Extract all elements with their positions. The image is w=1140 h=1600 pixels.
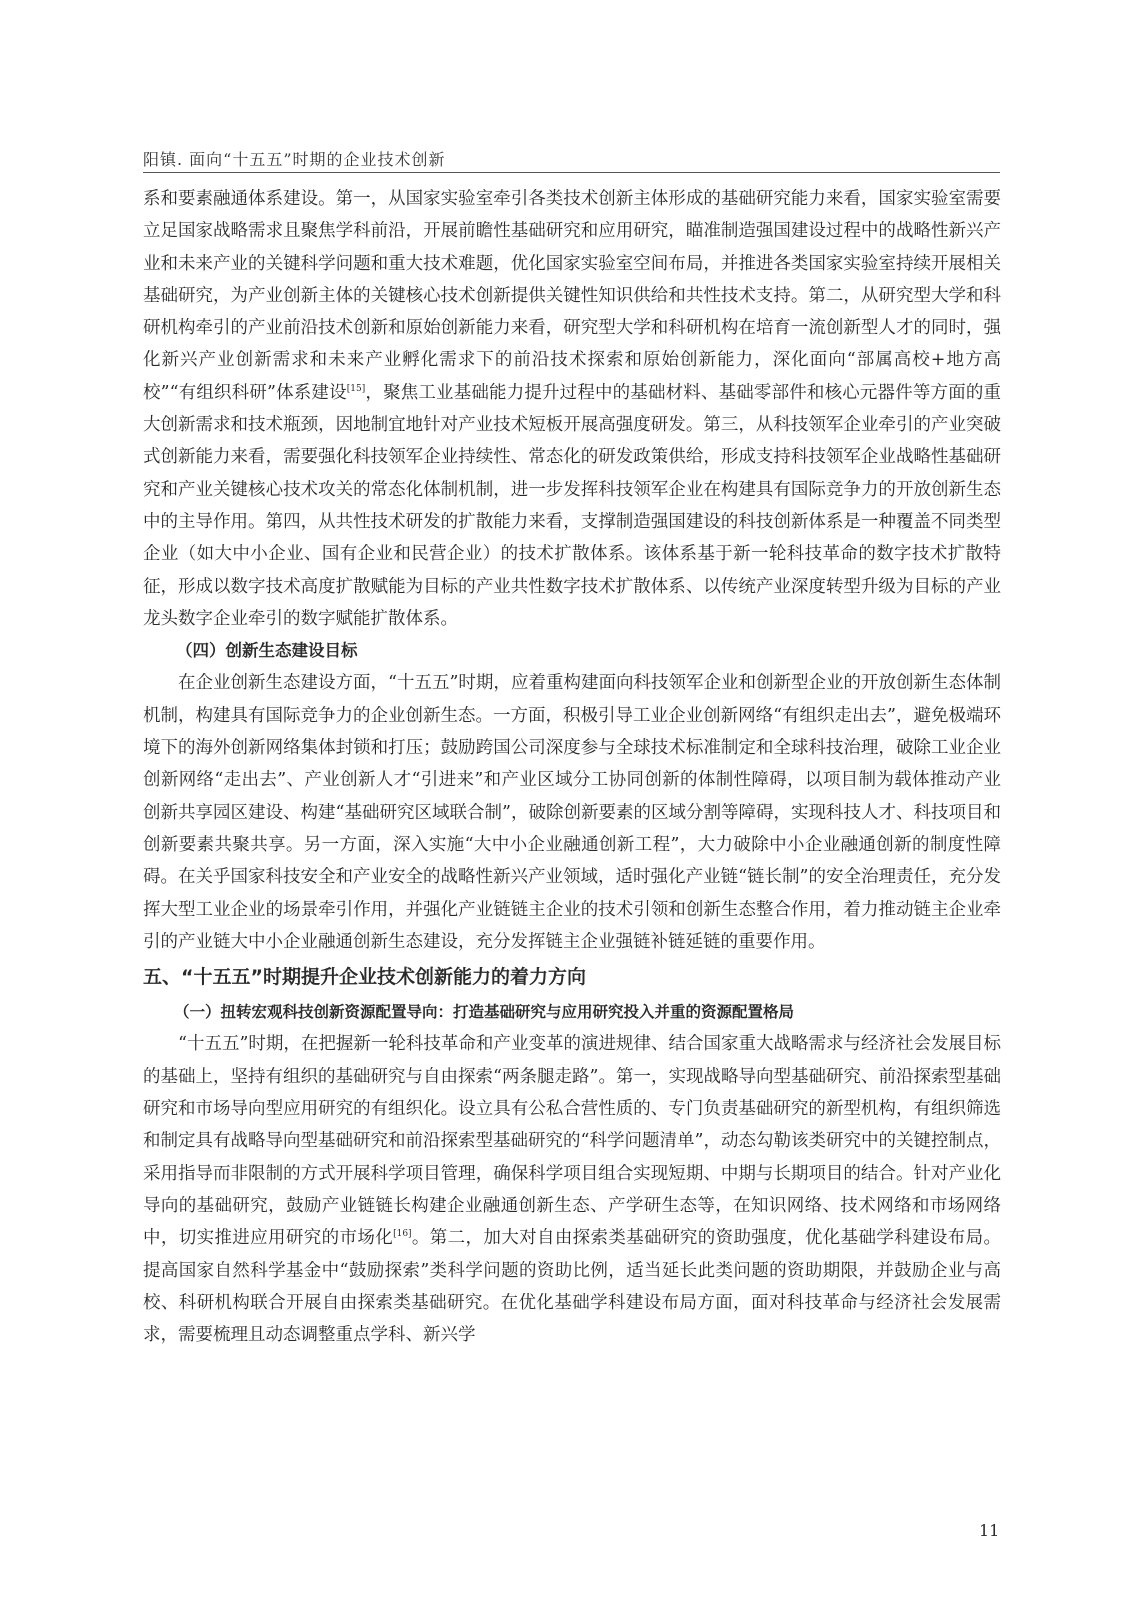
section-heading-5: 五、“十五五”时期提升企业技术创新能力的着力方向 xyxy=(143,966,586,989)
paragraph-continuation xyxy=(143,183,1001,635)
paragraph-resource-allocation xyxy=(143,1028,1001,1351)
subsection-heading-4: （四）创新生态建设目标 xyxy=(176,641,358,661)
paragraph-text: “十五五”时期，在把握新一轮科技革命和产业变革的演进规律、结合国家重大战略需求与经济社会发展目标的基础上，坚持有组织的基础研究与自由探索“两条腿走路”。第一，实现战略导向型基础研究、前沿探索型基础研究和市场导向型应用研究的有组织化。设立具有公私合营性质的、专门负责基础研究的新型机构，有组织筛选和制定具有战略导向型基础研究和前沿探索型基础研究的“科学问题清单”，动态勾勒该类研究中的关键控制点，采用指导而非限制的方式开展科学项目管理，确保科学项目组合实现短期、中期与长期项目的结合。针对产业化导向的基础研究，鼓励产业链链长构建企业融通创新生态、产学研生态等，在知识网络、技术网络和市场网络中，切实推进应用研究的市场化 xyxy=(143,1034,1001,1249)
subsection-heading-5-1: （一）扭转宏观科技创新资源配置导向：打造基础研究与应用研究投入并重的资源配置格局 xyxy=(174,1003,795,1022)
paragraph-text: 系和要素融通体系建设。第一，从国家实验室牵引各类技术创新主体形成的基础研究能力来看，国家实验室需要立足国家战略需求且聚焦学科前沿，开展前瞻性基础研究和应用研究，瞄准制造强国建设过程中的战略性新兴产业和未来产业的关键科学问题和重大技术难题，优化国家实验室空间布局，并推进各类国家实验室持续开展相关基础研究，为产业创新主体的关键核心技术创新提供关键性知识供给和共性技术支持。第二，从研究型大学和科研机构牵引的产业前沿技术创新和原始创新能力来看，研究型大学和科研机构在培育一流创新型人才的同时，强化新兴产业创新需求和未来产业孵化需求下的前沿技术探索和原始创新能力，深化面向“部属高校+地方高校”“有组织科研”体系建设 xyxy=(143,189,1001,403)
header-rule xyxy=(143,172,1000,173)
body-text xyxy=(143,183,1001,1351)
citation-16: [16] xyxy=(393,1229,412,1240)
running-header: 阳镇. 面向“十五五”时期的企业技术创新 xyxy=(143,150,446,169)
citation-15: [15] xyxy=(346,383,366,394)
paragraph-innovation-ecosystem: 在企业创新生态建设方面，“十五五”时期，应着重构建面向科技领军企业和创新型企业的开放创新生态体制机制，构建具有国际竞争力的企业创新生态。一方面，积极引导工业企业创新网络“有组织走出去”，避免极端环境下的海外创新网络集体封锁和打压；鼓励跨国公司深度参与全球技术标准制定和全球科技治理，破除工业企业创新网络“走出去”、产业创新人才“引进来”和产业区域分工协同创新的体制性障碍，以项目制为载体推动产业创新共享园区建设、构建“基础研究区域联合制”，破除创新要素的区域分割等障碍，实现科技人才、科技项目和创新要素共聚共享。另一方面，深入实施“大中小企业融通创新工程”，大力破除中小企业融通创新的制度性障碍。在关乎国家科技安全和产业安全的战略性新兴产业领域，适时强化产业链“链长制”的安全治理责任，充分发挥大型工业企业的场景牵引作用，并强化产业链链主企业的技术引领和创新生态整合作用，着力推动链主企业牵引的产业链大中小企业融通创新生态建设，充分发挥链主企业强链补链延链的重要作用。 xyxy=(143,673,1001,952)
paragraph-text: 。第二，加大对自由探索类基础研究的资助强度，优化基础学科建设布局。提高国家自然科学基金中“鼓励探索”类科学问题的资助比例，适当延长此类问题的资助期限，并鼓励企业与高校、科研机构联合开展自由探索类基础研究。在优化基础学科建设布局方面，面对科技革命与经济社会发展需求，需要梳理且动态调整重点学科、新兴学 xyxy=(143,1228,1002,1346)
page-number: 11 xyxy=(979,1521,1000,1540)
paragraph-text: ，聚焦工业基础能力提升过程中的基础材料、基础零部件和核心元器件等方面的重大创新需求和技术瓶颈，因地制宜地针对产业技术短板开展高强度研发。第三，从科技领军企业牵引的产业突破式创新能力来看，需要强化科技领军企业持续性、常态化的研发政策供给，形成支持科技领军企业战略性基础研究和产业关键核心技术攻关的常态化体制机制，进一步发挥科技领军企业在构建具有国际竞争力的开放创新生态中的主导作用。第四，从共性技术研发的扩散能力来看，支撑制造强国建设的科技创新体系是一种覆盖不同类型企业（如大中小企业、国有企业和民营企业）的技术扩散体系。该体系基于新一轮科技革命的数字技术扩散特征，形成以数字技术高度扩散赋能为目标的产业共性数字技术扩散体系、以传统产业深度转型升级为目标的产业龙头数字企业牵引的数字赋能扩散体系。 xyxy=(143,382,1002,629)
